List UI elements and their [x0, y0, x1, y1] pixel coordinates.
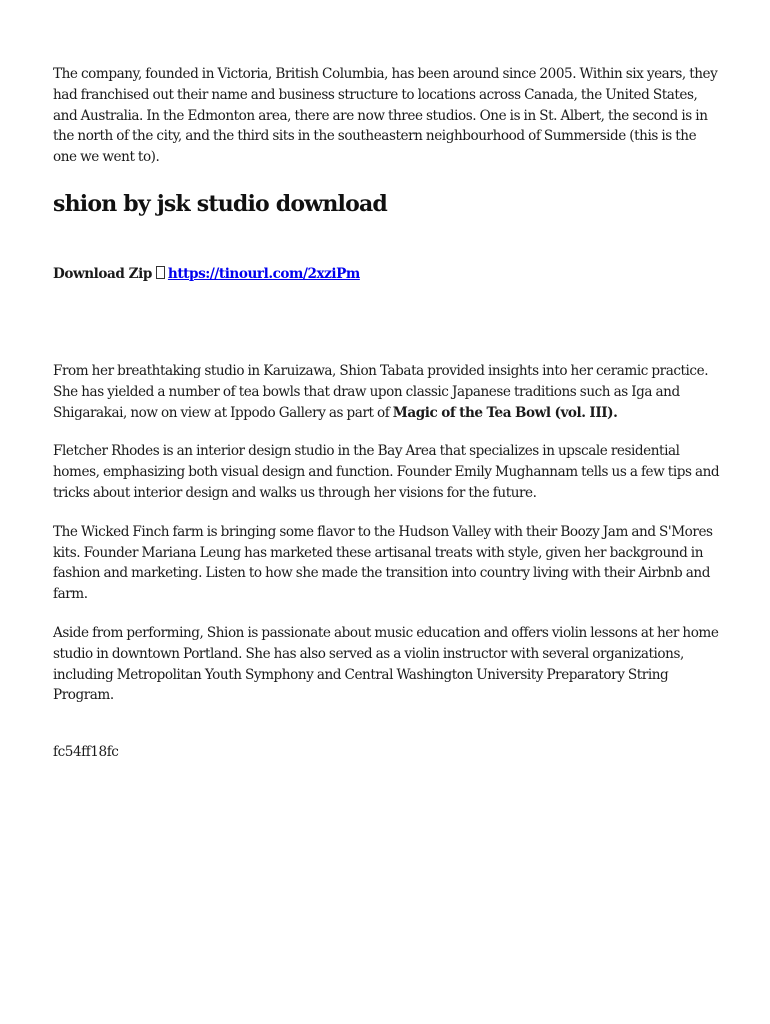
download-label: Download Zip [53, 265, 152, 282]
paragraph-3: The Wicked Finch farm is bringing some flavor to the Hudson Valley with their Boozy Jam and S'Mores kits. Founder Mariana Leung has marketed these artisanal treats with style, given her background in fashion and marketing. Listen to how she made the transition into country living with their Airbnb and farm. [53, 523, 713, 603]
page-title: shion by jsk studio download [53, 190, 388, 217]
download-link[interactable]: https://tinourl.com/2xziPm [167, 265, 360, 282]
article [53, 64, 721, 762]
paragraph-1-text: From her breathtaking studio in Karuizawa, Shion Tabata provided insights into her ceramic practice. She has yielded a number of tea bowls that draw upon classic Japanese traditions such as Iga and Shigarakai, now on view at Ippodo Gallery as part of [53, 362, 709, 421]
box-glyph-icon [156, 266, 165, 279]
content-body [53, 361, 721, 706]
download-line [53, 264, 721, 284]
exhibition-title: Magic of the Tea Bowl (vol. III). [392, 404, 618, 421]
paragraph-1 [53, 361, 721, 423]
paragraph-2: Fletcher Rhodes is an interior design studio in the Bay Area that specializes in upscale residential homes, emphasizing both visual design and function. Founder Emily Mughannam tells us a few tips and tricks about interior design and walks us through her visions for the future. [53, 443, 720, 501]
intro-paragraph: The company, founded in Victoria, British Columbia, has been around since 2005. Within six years, they had franchised out their name and business structure to locations across Canada, the United States, and Australia. In the Edmonton area, there are now three studios. One is in St. Albert, the second is in the north of the city, and the third sits in the southeastern neighbourhood of Summerside (this is the one we went to). [53, 66, 718, 166]
paragraph-4: Aside from performing, Shion is passionate about music education and offers violin lessons at her home studio in downtown Portland. She has also served as a violin instructor with several organizations, including Metropolitan Youth Symphony and Central Washington University Preparatory String Program. [53, 624, 719, 704]
footer-hash: fc54ff18fc [53, 744, 119, 761]
